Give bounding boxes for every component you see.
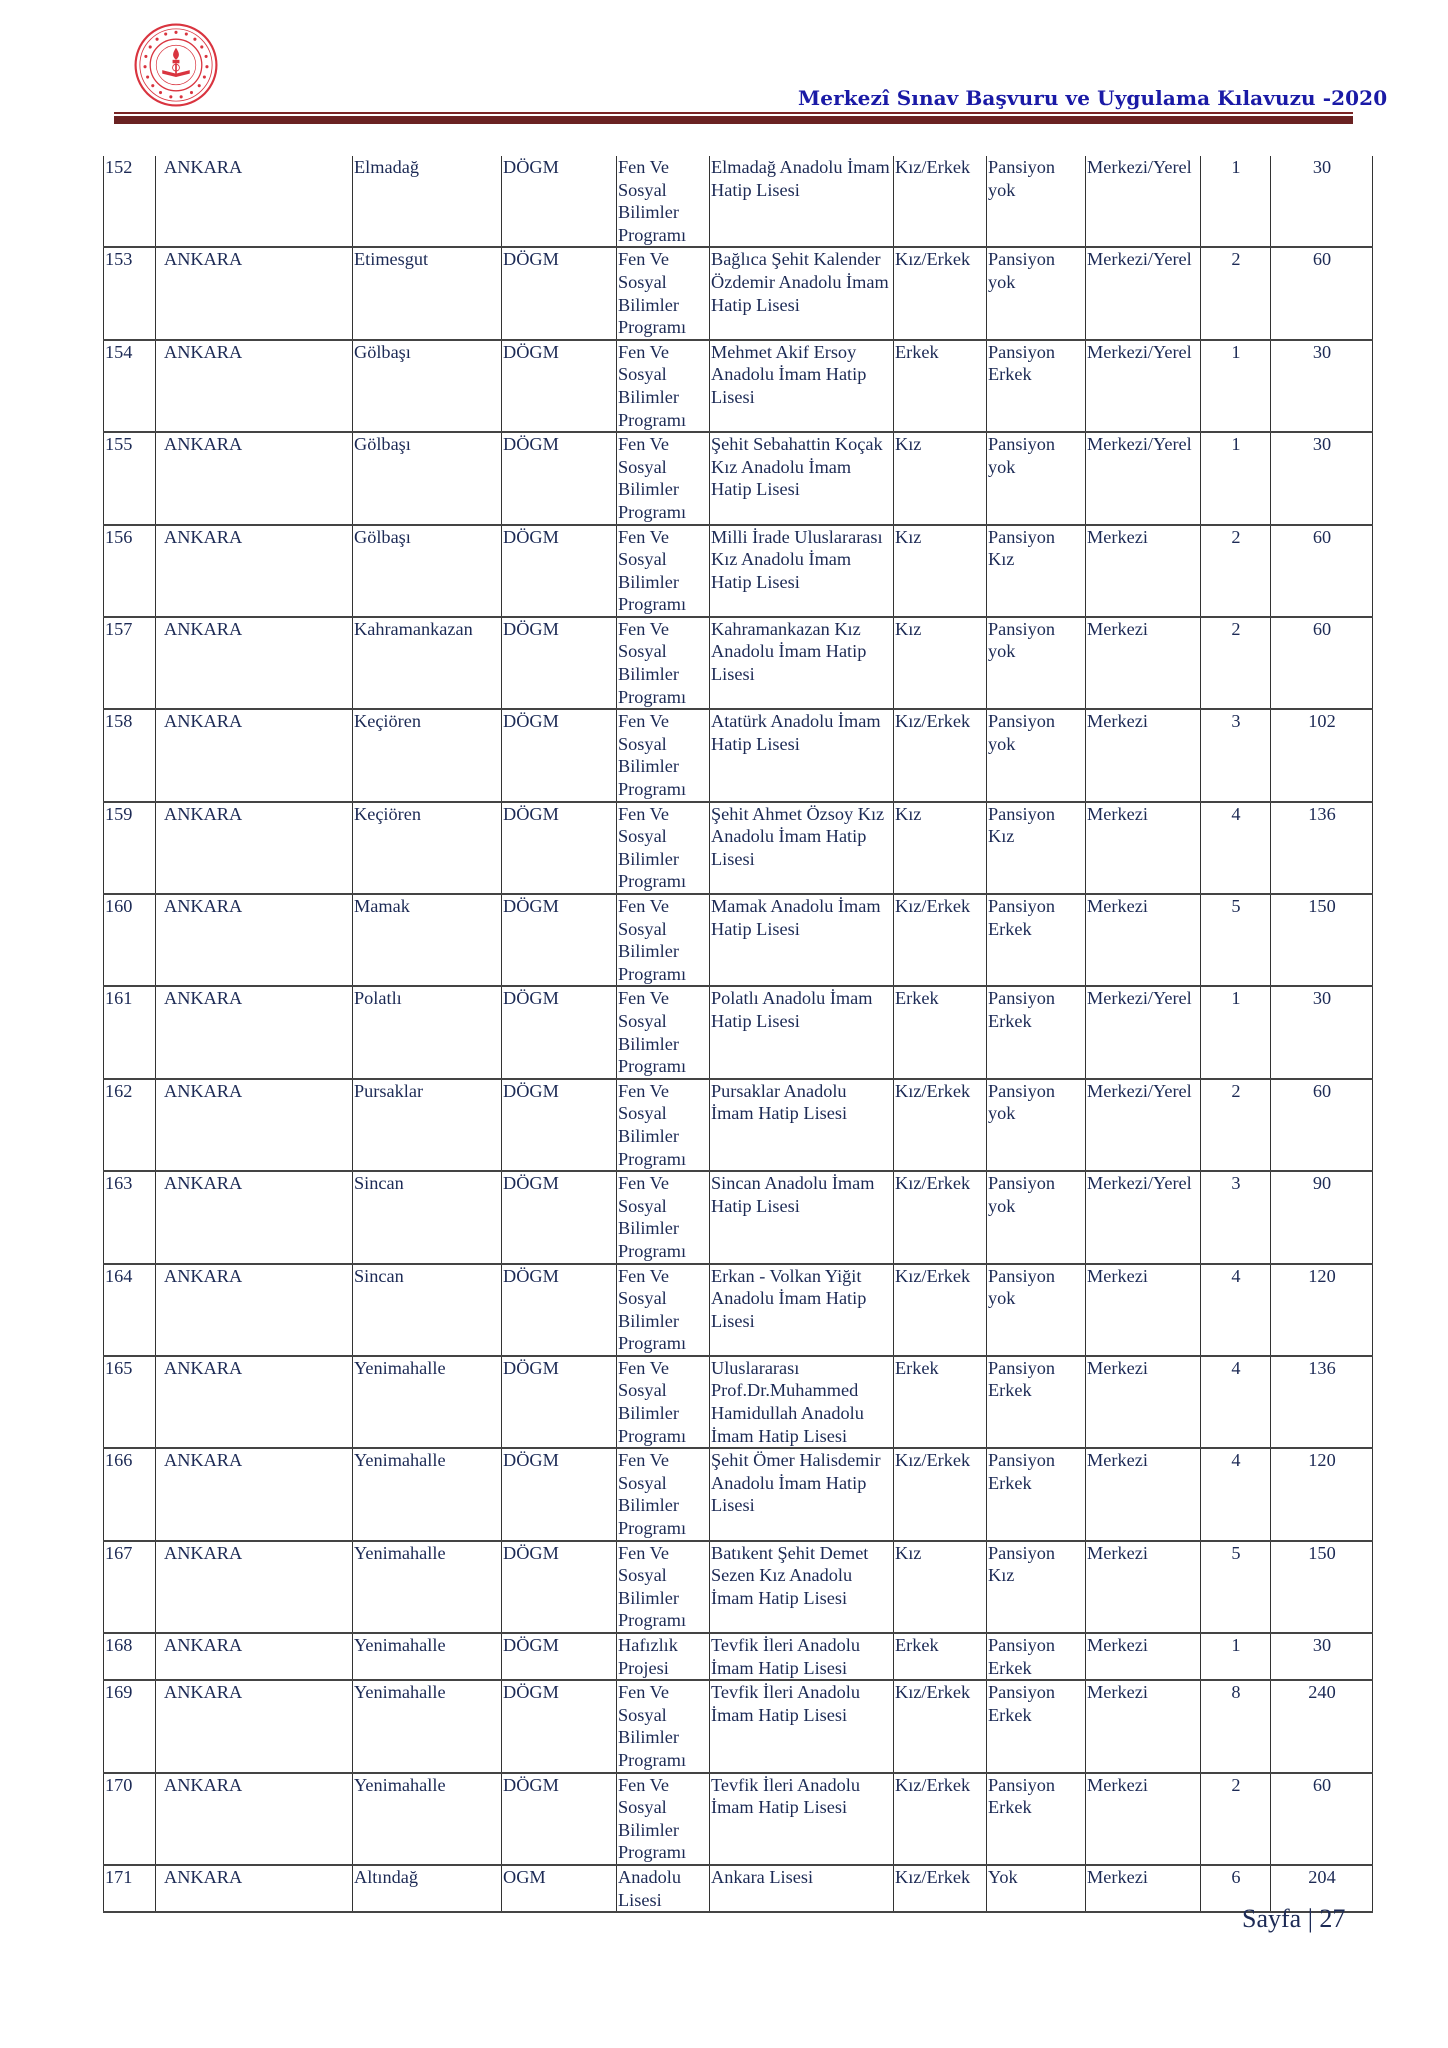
placement-type-cell: Merkezi bbox=[1086, 1633, 1201, 1680]
table-row bbox=[104, 1356, 1373, 1448]
school-name-cell: Ankara Lisesi bbox=[710, 1865, 894, 1912]
boarding-cell: Pansiyon yok bbox=[987, 709, 1086, 801]
placement-type-cell: Merkezi bbox=[1086, 1865, 1201, 1912]
province-cell: ANKARA bbox=[156, 802, 353, 894]
class-count-cell: 5 bbox=[1201, 1541, 1271, 1633]
program-cell: Fen Ve Sosyal Bilimler Programı bbox=[617, 432, 710, 524]
boarding-cell: Pansiyon Kız bbox=[987, 525, 1086, 617]
district-cell: Altındağ bbox=[353, 1865, 502, 1912]
class-count-cell: 8 bbox=[1201, 1680, 1271, 1772]
program-cell: Fen Ve Sosyal Bilimler Programı bbox=[617, 247, 710, 339]
boarding-cell: Pansiyon Erkek bbox=[987, 1448, 1086, 1540]
quota-cell: 60 bbox=[1271, 1773, 1373, 1865]
table-row bbox=[104, 986, 1373, 1078]
class-count-cell: 1 bbox=[1201, 340, 1271, 432]
row-number-cell: 158 bbox=[104, 709, 156, 801]
table-row bbox=[104, 247, 1373, 339]
quota-cell: 60 bbox=[1271, 1079, 1373, 1171]
province-cell: ANKARA bbox=[156, 1079, 353, 1171]
boarding-cell: Yok bbox=[987, 1865, 1086, 1912]
province-cell: ANKARA bbox=[156, 1356, 353, 1448]
boarding-cell: Pansiyon Erkek bbox=[987, 1680, 1086, 1772]
table-row bbox=[104, 432, 1373, 524]
directorate-cell: DÖGM bbox=[502, 617, 617, 709]
student-gender-cell: Kız/Erkek bbox=[894, 1680, 987, 1772]
district-cell: Yenimahalle bbox=[353, 1448, 502, 1540]
student-gender-cell: Kız/Erkek bbox=[894, 1264, 987, 1356]
province-cell: ANKARA bbox=[156, 1448, 353, 1540]
student-gender-cell: Kız bbox=[894, 617, 987, 709]
boarding-cell: Pansiyon Kız bbox=[987, 1541, 1086, 1633]
quota-cell: 240 bbox=[1271, 1680, 1373, 1772]
quota-cell: 30 bbox=[1271, 156, 1373, 247]
quota-cell: 136 bbox=[1271, 1356, 1373, 1448]
directorate-cell: DÖGM bbox=[502, 1264, 617, 1356]
student-gender-cell: Erkek bbox=[894, 340, 987, 432]
row-number-cell: 169 bbox=[104, 1680, 156, 1772]
table-row bbox=[104, 617, 1373, 709]
school-name-cell: Mehmet Akif Ersoy Anadolu İmam Hatip Lisesi bbox=[710, 340, 894, 432]
directorate-cell: DÖGM bbox=[502, 802, 617, 894]
class-count-cell: 2 bbox=[1201, 1079, 1271, 1171]
class-count-cell: 2 bbox=[1201, 1773, 1271, 1865]
placement-type-cell: Merkezi/Yerel bbox=[1086, 1079, 1201, 1171]
province-cell: ANKARA bbox=[156, 247, 353, 339]
placement-type-cell: Merkezi/Yerel bbox=[1086, 156, 1201, 247]
district-cell: Kahramankazan bbox=[353, 617, 502, 709]
student-gender-cell: Kız bbox=[894, 1541, 987, 1633]
placement-type-cell: Merkezi bbox=[1086, 1356, 1201, 1448]
province-cell: ANKARA bbox=[156, 1773, 353, 1865]
school-name-cell: Mamak Anadolu İmam Hatip Lisesi bbox=[710, 894, 894, 986]
class-count-cell: 4 bbox=[1201, 1448, 1271, 1540]
page-number: Sayfa | 27 bbox=[1242, 1904, 1346, 1933]
program-cell: Anadolu Lisesi bbox=[617, 1865, 710, 1912]
boarding-cell: Pansiyon yok bbox=[987, 1264, 1086, 1356]
quota-cell: 30 bbox=[1271, 1633, 1373, 1680]
province-cell: ANKARA bbox=[156, 1541, 353, 1633]
program-cell: Fen Ve Sosyal Bilimler Programı bbox=[617, 1171, 710, 1263]
placement-type-cell: Merkezi bbox=[1086, 1541, 1201, 1633]
header-rule-thick bbox=[114, 116, 1353, 124]
table-row bbox=[104, 156, 1373, 247]
school-name-cell: Bağlıca Şehit Kalender Özdemir Anadolu İmam Hatip Lisesi bbox=[710, 247, 894, 339]
boarding-cell: Pansiyon yok bbox=[987, 617, 1086, 709]
province-cell: ANKARA bbox=[156, 1680, 353, 1772]
school-name-cell: Tevfik İleri Anadolu İmam Hatip Lisesi bbox=[710, 1680, 894, 1772]
directorate-cell: DÖGM bbox=[502, 1356, 617, 1448]
school-name-cell: Tevfik İleri Anadolu İmam Hatip Lisesi bbox=[710, 1773, 894, 1865]
directorate-cell: DÖGM bbox=[502, 1171, 617, 1263]
quota-cell: 150 bbox=[1271, 894, 1373, 986]
program-cell: Hafızlık Projesi bbox=[617, 1633, 710, 1680]
table-row bbox=[104, 1865, 1373, 1912]
program-cell: Fen Ve Sosyal Bilimler Programı bbox=[617, 617, 710, 709]
student-gender-cell: Kız bbox=[894, 525, 987, 617]
program-cell: Fen Ve Sosyal Bilimler Programı bbox=[617, 156, 710, 247]
row-number-cell: 159 bbox=[104, 802, 156, 894]
directorate-cell: DÖGM bbox=[502, 156, 617, 247]
table-row bbox=[104, 1633, 1373, 1680]
row-number-cell: 165 bbox=[104, 1356, 156, 1448]
student-gender-cell: Kız bbox=[894, 432, 987, 524]
table-row bbox=[104, 1541, 1373, 1633]
school-name-cell: Uluslararası Prof.Dr.Muhammed Hamidullah Anadolu İmam Hatip Lisesi bbox=[710, 1356, 894, 1448]
district-cell: Polatlı bbox=[353, 986, 502, 1078]
program-cell: Fen Ve Sosyal Bilimler Programı bbox=[617, 340, 710, 432]
table-row bbox=[104, 1079, 1373, 1171]
class-count-cell: 4 bbox=[1201, 802, 1271, 894]
province-cell: ANKARA bbox=[156, 1171, 353, 1263]
student-gender-cell: Kız bbox=[894, 802, 987, 894]
student-gender-cell: Erkek bbox=[894, 1633, 987, 1680]
province-cell: ANKARA bbox=[156, 986, 353, 1078]
directorate-cell: DÖGM bbox=[502, 1079, 617, 1171]
boarding-cell: Pansiyon Erkek bbox=[987, 894, 1086, 986]
directorate-cell: DÖGM bbox=[502, 340, 617, 432]
school-name-cell: Şehit Sebahattin Koçak Kız Anadolu İmam Hatip Lisesi bbox=[710, 432, 894, 524]
school-name-cell: Milli İrade Uluslararası Kız Anadolu İmam Hatip Lisesi bbox=[710, 525, 894, 617]
boarding-cell: Pansiyon Erkek bbox=[987, 1773, 1086, 1865]
student-gender-cell: Kız/Erkek bbox=[894, 1079, 987, 1171]
row-number-cell: 160 bbox=[104, 894, 156, 986]
province-cell: ANKARA bbox=[156, 1264, 353, 1356]
school-name-cell: Elmadağ Anadolu İmam Hatip Lisesi bbox=[710, 156, 894, 247]
row-number-cell: 157 bbox=[104, 617, 156, 709]
district-cell: Sincan bbox=[353, 1171, 502, 1263]
directorate-cell: DÖGM bbox=[502, 432, 617, 524]
quota-cell: 120 bbox=[1271, 1448, 1373, 1540]
table-row bbox=[104, 340, 1373, 432]
row-number-cell: 164 bbox=[104, 1264, 156, 1356]
student-gender-cell: Erkek bbox=[894, 986, 987, 1078]
quota-cell: 60 bbox=[1271, 247, 1373, 339]
class-count-cell: 4 bbox=[1201, 1264, 1271, 1356]
class-count-cell: 2 bbox=[1201, 525, 1271, 617]
province-cell: ANKARA bbox=[156, 709, 353, 801]
placement-type-cell: Merkezi bbox=[1086, 1264, 1201, 1356]
district-cell: Elmadağ bbox=[353, 156, 502, 247]
table-row bbox=[104, 525, 1373, 617]
school-name-cell: Polatlı Anadolu İmam Hatip Lisesi bbox=[710, 986, 894, 1078]
placement-type-cell: Merkezi bbox=[1086, 1448, 1201, 1540]
district-cell: Yenimahalle bbox=[353, 1680, 502, 1772]
table-row bbox=[104, 1773, 1373, 1865]
table-row bbox=[104, 802, 1373, 894]
boarding-cell: Pansiyon yok bbox=[987, 1079, 1086, 1171]
student-gender-cell: Kız/Erkek bbox=[894, 1448, 987, 1540]
district-cell: Mamak bbox=[353, 894, 502, 986]
program-cell: Fen Ve Sosyal Bilimler Programı bbox=[617, 1773, 710, 1865]
student-gender-cell: Kız/Erkek bbox=[894, 156, 987, 247]
program-cell: Fen Ve Sosyal Bilimler Programı bbox=[617, 1448, 710, 1540]
school-name-cell: Sincan Anadolu İmam Hatip Lisesi bbox=[710, 1171, 894, 1263]
table-row bbox=[104, 709, 1373, 801]
placement-type-cell: Merkezi bbox=[1086, 802, 1201, 894]
program-cell: Fen Ve Sosyal Bilimler Programı bbox=[617, 894, 710, 986]
row-number-cell: 167 bbox=[104, 1541, 156, 1633]
row-number-cell: 162 bbox=[104, 1079, 156, 1171]
table-row bbox=[104, 1680, 1373, 1772]
boarding-cell: Pansiyon yok bbox=[987, 247, 1086, 339]
directorate-cell: DÖGM bbox=[502, 1633, 617, 1680]
student-gender-cell: Kız/Erkek bbox=[894, 247, 987, 339]
school-quota-table bbox=[103, 156, 1373, 1913]
class-count-cell: 3 bbox=[1201, 1171, 1271, 1263]
header-rule-thin bbox=[114, 112, 1353, 114]
table-body bbox=[104, 156, 1373, 1912]
directorate-cell: DÖGM bbox=[502, 1448, 617, 1540]
class-count-cell: 6 bbox=[1201, 1865, 1271, 1912]
class-count-cell: 1 bbox=[1201, 432, 1271, 524]
placement-type-cell: Merkezi bbox=[1086, 1773, 1201, 1865]
student-gender-cell: Erkek bbox=[894, 1356, 987, 1448]
school-name-cell: Pursaklar Anadolu İmam Hatip Lisesi bbox=[710, 1079, 894, 1171]
boarding-cell: Pansiyon yok bbox=[987, 1171, 1086, 1263]
row-number-cell: 155 bbox=[104, 432, 156, 524]
quota-cell: 102 bbox=[1271, 709, 1373, 801]
boarding-cell: Pansiyon Kız bbox=[987, 802, 1086, 894]
class-count-cell: 5 bbox=[1201, 894, 1271, 986]
quota-cell: 150 bbox=[1271, 1541, 1373, 1633]
district-cell: Keçiören bbox=[353, 709, 502, 801]
school-name-cell: Şehit Ahmet Özsoy Kız Anadolu İmam Hatip Lisesi bbox=[710, 802, 894, 894]
quota-cell: 120 bbox=[1271, 1264, 1373, 1356]
province-cell: ANKARA bbox=[156, 1865, 353, 1912]
district-cell: Yenimahalle bbox=[353, 1773, 502, 1865]
student-gender-cell: Kız/Erkek bbox=[894, 1865, 987, 1912]
table-row bbox=[104, 894, 1373, 986]
program-cell: Fen Ve Sosyal Bilimler Programı bbox=[617, 802, 710, 894]
province-cell: ANKARA bbox=[156, 525, 353, 617]
placement-type-cell: Merkezi bbox=[1086, 617, 1201, 709]
directorate-cell: DÖGM bbox=[502, 1541, 617, 1633]
boarding-cell: Pansiyon Erkek bbox=[987, 1633, 1086, 1680]
province-cell: ANKARA bbox=[156, 1633, 353, 1680]
student-gender-cell: Kız/Erkek bbox=[894, 1773, 987, 1865]
quota-cell: 30 bbox=[1271, 986, 1373, 1078]
district-cell: Yenimahalle bbox=[353, 1356, 502, 1448]
school-name-cell: Tevfik İleri Anadolu İmam Hatip Lisesi bbox=[710, 1633, 894, 1680]
placement-type-cell: Merkezi/Yerel bbox=[1086, 340, 1201, 432]
class-count-cell: 1 bbox=[1201, 156, 1271, 247]
quota-cell: 60 bbox=[1271, 617, 1373, 709]
district-cell: Yenimahalle bbox=[353, 1633, 502, 1680]
placement-type-cell: Merkezi/Yerel bbox=[1086, 432, 1201, 524]
placement-type-cell: Merkezi bbox=[1086, 709, 1201, 801]
quota-cell: 90 bbox=[1271, 1171, 1373, 1263]
boarding-cell: Pansiyon Erkek bbox=[987, 1356, 1086, 1448]
school-name-cell: Kahramankazan Kız Anadolu İmam Hatip Lisesi bbox=[710, 617, 894, 709]
district-cell: Sincan bbox=[353, 1264, 502, 1356]
student-gender-cell: Kız/Erkek bbox=[894, 1171, 987, 1263]
table-row bbox=[104, 1171, 1373, 1263]
quota-cell: 60 bbox=[1271, 525, 1373, 617]
class-count-cell: 1 bbox=[1201, 1633, 1271, 1680]
boarding-cell: Pansiyon yok bbox=[987, 432, 1086, 524]
district-cell: Gölbaşı bbox=[353, 340, 502, 432]
directorate-cell: DÖGM bbox=[502, 1680, 617, 1772]
school-name-cell: Batıkent Şehit Demet Sezen Kız Anadolu İmam Hatip Lisesi bbox=[710, 1541, 894, 1633]
program-cell: Fen Ve Sosyal Bilimler Programı bbox=[617, 1541, 710, 1633]
placement-type-cell: Merkezi/Yerel bbox=[1086, 986, 1201, 1078]
district-cell: Gölbaşı bbox=[353, 432, 502, 524]
quota-cell: 204 bbox=[1271, 1865, 1373, 1912]
quota-cell: 136 bbox=[1271, 802, 1373, 894]
directorate-cell: DÖGM bbox=[502, 525, 617, 617]
placement-type-cell: Merkezi bbox=[1086, 1680, 1201, 1772]
district-cell: Keçiören bbox=[353, 802, 502, 894]
row-number-cell: 170 bbox=[104, 1773, 156, 1865]
placement-type-cell: Merkezi bbox=[1086, 894, 1201, 986]
district-cell: Etimesgut bbox=[353, 247, 502, 339]
class-count-cell: 2 bbox=[1201, 247, 1271, 339]
boarding-cell: Pansiyon yok bbox=[987, 156, 1086, 247]
meb-logo-icon bbox=[133, 22, 219, 108]
province-cell: ANKARA bbox=[156, 156, 353, 247]
placement-type-cell: Merkezi/Yerel bbox=[1086, 1171, 1201, 1263]
quota-cell: 30 bbox=[1271, 432, 1373, 524]
directorate-cell: OGM bbox=[502, 1865, 617, 1912]
province-cell: ANKARA bbox=[156, 894, 353, 986]
program-cell: Fen Ve Sosyal Bilimler Programı bbox=[617, 1079, 710, 1171]
row-number-cell: 156 bbox=[104, 525, 156, 617]
row-number-cell: 153 bbox=[104, 247, 156, 339]
directorate-cell: DÖGM bbox=[502, 709, 617, 801]
row-number-cell: 163 bbox=[104, 1171, 156, 1263]
row-number-cell: 161 bbox=[104, 986, 156, 1078]
province-cell: ANKARA bbox=[156, 432, 353, 524]
district-cell: Pursaklar bbox=[353, 1079, 502, 1171]
program-cell: Fen Ve Sosyal Bilimler Programı bbox=[617, 1264, 710, 1356]
school-name-cell: Atatürk Anadolu İmam Hatip Lisesi bbox=[710, 709, 894, 801]
province-cell: ANKARA bbox=[156, 617, 353, 709]
district-cell: Gölbaşı bbox=[353, 525, 502, 617]
table-row bbox=[104, 1264, 1373, 1356]
row-number-cell: 152 bbox=[104, 156, 156, 247]
directorate-cell: DÖGM bbox=[502, 986, 617, 1078]
class-count-cell: 4 bbox=[1201, 1356, 1271, 1448]
school-name-cell: Şehit Ömer Halisdemir Anadolu İmam Hatip Lisesi bbox=[710, 1448, 894, 1540]
row-number-cell: 168 bbox=[104, 1633, 156, 1680]
class-count-cell: 1 bbox=[1201, 986, 1271, 1078]
directorate-cell: DÖGM bbox=[502, 1773, 617, 1865]
placement-type-cell: Merkezi/Yerel bbox=[1086, 247, 1201, 339]
row-number-cell: 171 bbox=[104, 1865, 156, 1912]
placement-type-cell: Merkezi bbox=[1086, 525, 1201, 617]
quota-cell: 30 bbox=[1271, 340, 1373, 432]
district-cell: Yenimahalle bbox=[353, 1541, 502, 1633]
student-gender-cell: Kız/Erkek bbox=[894, 709, 987, 801]
boarding-cell: Pansiyon Erkek bbox=[987, 986, 1086, 1078]
row-number-cell: 154 bbox=[104, 340, 156, 432]
row-number-cell: 166 bbox=[104, 1448, 156, 1540]
class-count-cell: 3 bbox=[1201, 709, 1271, 801]
table-row bbox=[104, 1448, 1373, 1540]
boarding-cell: Pansiyon Erkek bbox=[987, 340, 1086, 432]
program-cell: Fen Ve Sosyal Bilimler Programı bbox=[617, 709, 710, 801]
school-name-cell: Erkan - Volkan Yiğit Anadolu İmam Hatip Lisesi bbox=[710, 1264, 894, 1356]
class-count-cell: 2 bbox=[1201, 617, 1271, 709]
program-cell: Fen Ve Sosyal Bilimler Programı bbox=[617, 986, 710, 1078]
program-cell: Fen Ve Sosyal Bilimler Programı bbox=[617, 525, 710, 617]
program-cell: Fen Ve Sosyal Bilimler Programı bbox=[617, 1356, 710, 1448]
program-cell: Fen Ve Sosyal Bilimler Programı bbox=[617, 1680, 710, 1772]
directorate-cell: DÖGM bbox=[502, 894, 617, 986]
student-gender-cell: Kız/Erkek bbox=[894, 894, 987, 986]
directorate-cell: DÖGM bbox=[502, 247, 617, 339]
province-cell: ANKARA bbox=[156, 340, 353, 432]
document-title: Merkezî Sınav Başvuru ve Uygulama Kılavuzu -2020 bbox=[798, 86, 1388, 110]
